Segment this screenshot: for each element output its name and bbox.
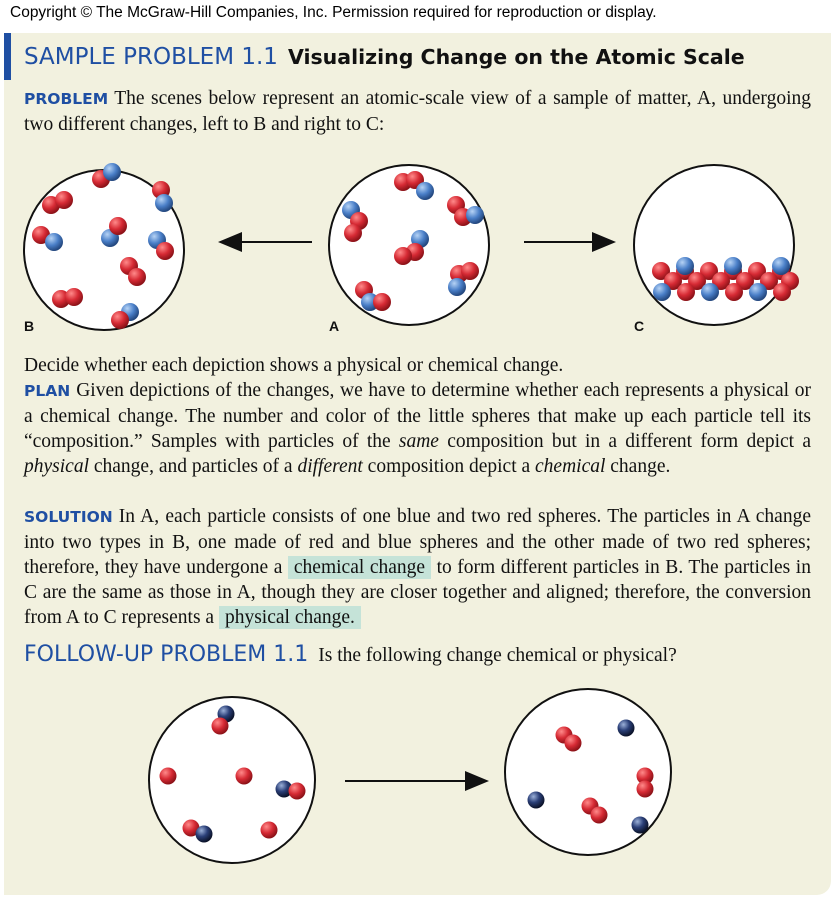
plan-text-2: composition but in a different form depict a <box>438 431 811 452</box>
plan-emphasis-physical: physical <box>24 456 89 477</box>
followup-scene-before <box>149 697 315 863</box>
highlight-physical-change: physical change. <box>219 606 361 629</box>
sample-problem-number: SAMPLE PROBLEM 1.1 <box>24 44 278 70</box>
plan-text-3: change, and particles of a <box>88 456 298 477</box>
plan-text-4: composition depict a <box>362 456 536 477</box>
solution-paragraph <box>24 504 811 630</box>
followup-heading <box>24 642 677 667</box>
plan-label: PLAN <box>24 382 71 400</box>
scene-c <box>634 165 799 325</box>
label-a: A <box>329 318 340 334</box>
label-b: B <box>24 318 35 334</box>
solution-label: SOLUTION <box>24 508 113 526</box>
highlight-chemical-change: chemical change <box>288 556 431 579</box>
plan-emphasis-different: different <box>297 456 363 477</box>
plan-text-1: Given depictions of the changes, we have to determine whether each represents a physical or a chemical change. The number and color of the little spheres that make up each particle tell its “composition.” Samples with particles of the <box>24 380 811 452</box>
scene-b <box>24 163 184 330</box>
sample-problem-title: Visualizing Change on the Atomic Scale <box>287 45 745 69</box>
plan-emphasis-chemical: chemical <box>535 456 606 477</box>
plan-emphasis-same: same <box>398 431 439 452</box>
problem-text: The scenes below represent an atomic-scale view of a sample of matter, A, undergoing two different changes, left to B and right to C: <box>24 88 811 135</box>
label-c: C <box>634 318 645 334</box>
copyright-notice: Copyright © The McGraw-Hill Companies, Inc. Permission required for reproduction or display. <box>10 4 657 21</box>
followup-question: Is the following change chemical or physical? <box>318 645 677 666</box>
solution-text-2: to form different particles in B. The particles in C are the same as those in A, though they are closer together and aligned; therefore, the conversion from A to C represents a <box>24 557 811 628</box>
scene-a <box>329 165 489 325</box>
problem-label: PROBLEM <box>24 90 109 108</box>
decide-paragraph: Decide whether each depiction shows a physical or chemical change. <box>24 355 564 376</box>
plan-paragraph <box>24 378 811 479</box>
followup-scene-after <box>505 689 671 855</box>
followup-label: FOLLOW-UP PROBLEM 1.1 <box>24 642 309 667</box>
solution-text-1: In A, each particle consists of one blue and two red spheres. The particles in A change into two types in B, one made of red and blue spheres and the other made of two red spheres; therefore, they have undergone a <box>24 506 811 578</box>
plan-text-5: change. <box>605 456 671 477</box>
